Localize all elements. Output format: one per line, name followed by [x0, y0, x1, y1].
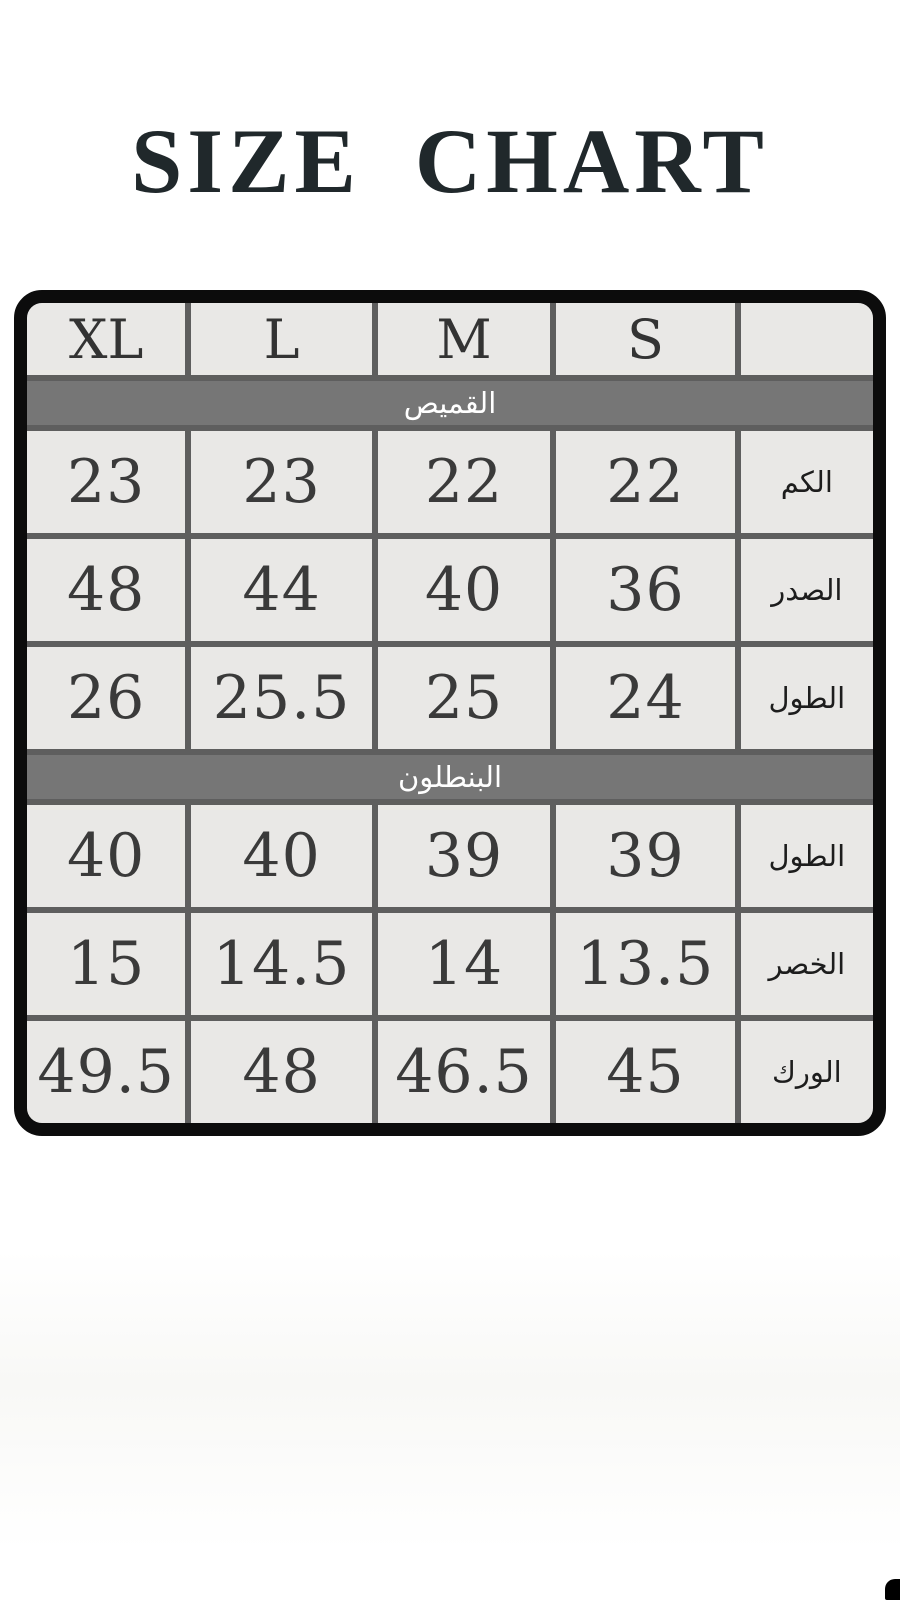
size-value-cell: 39 — [378, 805, 550, 907]
row-label-chest: الصدر — [741, 539, 873, 641]
size-value-cell: 13.5 — [556, 913, 734, 1015]
size-value-cell: 46.5 — [378, 1021, 550, 1123]
size-value-cell: 48 — [27, 539, 185, 641]
size-value-cell: 22 — [556, 431, 734, 533]
size-value-cell: 15 — [27, 913, 185, 1015]
size-chart-grid — [27, 303, 873, 1123]
size-value-cell: 25.5 — [191, 647, 371, 749]
background-wash — [0, 1250, 900, 1550]
section-band-shirt: القميص — [27, 381, 873, 425]
column-header-l: L — [191, 303, 371, 375]
row-label-hip: الورك — [741, 1021, 873, 1123]
size-value-cell: 14 — [378, 913, 550, 1015]
column-header-s: S — [556, 303, 734, 375]
size-value-cell: 40 — [27, 805, 185, 907]
corner-mark — [885, 1579, 900, 1600]
size-value-cell: 45 — [556, 1021, 734, 1123]
size-value-cell: 23 — [191, 431, 371, 533]
size-value-cell: 14.5 — [191, 913, 371, 1015]
size-value-cell: 49.5 — [27, 1021, 185, 1123]
size-value-cell: 40 — [378, 539, 550, 641]
column-header-m: M — [378, 303, 550, 375]
size-value-cell: 40 — [191, 805, 371, 907]
page-title: SIZE CHART — [131, 110, 769, 212]
size-value-cell: 48 — [191, 1021, 371, 1123]
size-value-cell: 36 — [556, 539, 734, 641]
size-value-cell: 39 — [556, 805, 734, 907]
size-value-cell: 26 — [27, 647, 185, 749]
row-label-sleeve: الكم — [741, 431, 873, 533]
row-label-waist: الخصر — [741, 913, 873, 1015]
row-label-pants-length: الطول — [741, 805, 873, 907]
size-value-cell: 44 — [191, 539, 371, 641]
size-value-cell: 22 — [378, 431, 550, 533]
size-value-cell: 23 — [27, 431, 185, 533]
size-value-cell: 25 — [378, 647, 550, 749]
size-value-cell: 24 — [556, 647, 734, 749]
column-header-empty — [741, 303, 873, 375]
size-chart-table — [14, 290, 886, 1136]
section-band-pants: البنطلون — [27, 755, 873, 799]
row-label-shirt-length: الطول — [741, 647, 873, 749]
column-header-xl: XL — [27, 303, 185, 375]
